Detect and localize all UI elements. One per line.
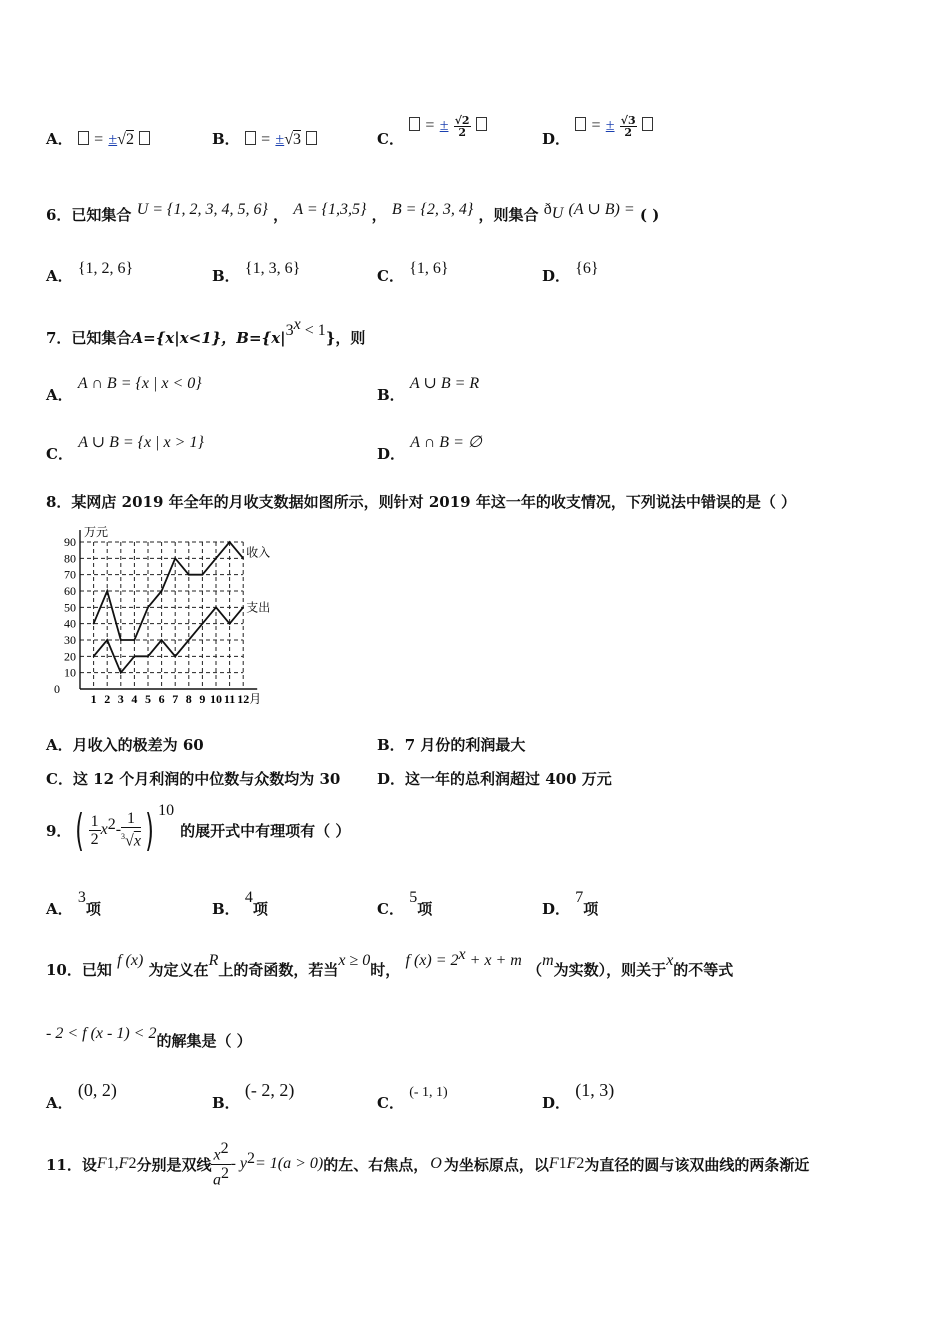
data-point (161, 639, 163, 641)
data-point (174, 558, 176, 560)
data-point (147, 656, 149, 658)
y-tick-label: 10 (64, 665, 76, 680)
data-point (134, 656, 136, 658)
fraction: $\frac{√2}{2}$ (454, 113, 470, 139)
q7-option-d: D． A ∩ B = ∅ (377, 434, 482, 463)
series-label: 收入 (246, 545, 271, 560)
q7-stem: 7．已知集合A={x|x<1}，$B=\{x|3^x < 1\}$，则 (46, 316, 366, 347)
data-point (202, 574, 204, 576)
q6-option-b: B． {1, 3, 6} (212, 260, 301, 285)
data-point (202, 623, 204, 625)
y-tick-label: 20 (64, 649, 76, 664)
fraction: $\frac{1}{^3√x}$ (121, 810, 141, 850)
data-point (161, 590, 163, 592)
data-point (215, 558, 217, 560)
x-tick-label: 3 (117, 692, 124, 704)
q9-option-c: C． 5项 (377, 889, 433, 918)
q10-inequality: - 2 < f (x - 1) < 2的解集是（ ） (46, 1025, 252, 1050)
q10-option-a: A． (0, 2) (46, 1080, 117, 1112)
x-tick-label: 8 (185, 692, 192, 704)
y-tick-label: 50 (64, 600, 76, 615)
q9-option-b: B． 4项 (212, 889, 268, 918)
data-point (229, 541, 231, 543)
data-point (242, 558, 244, 560)
x-tick-label: 6 (158, 692, 165, 704)
y-tick-label: 80 (64, 551, 76, 566)
q5-option-c: C． = ± $\frac{√2}{2}$ (377, 114, 487, 138)
fraction: $\frac{√3}{2}$ (620, 113, 636, 139)
x-tick-label: 2 (104, 692, 111, 704)
data-point (106, 639, 108, 641)
y-tick-label: 30 (64, 633, 76, 647)
data-point (215, 607, 217, 609)
missing-glyph-icon (575, 117, 586, 131)
x-tick-label: 7 (172, 692, 179, 704)
missing-glyph-icon (642, 117, 653, 131)
q6-option-c: C． {1, 6} (377, 260, 449, 285)
q10-option-c: C． (- 1, 1) (377, 1085, 448, 1112)
q7-option-a: A． A ∩ B = {x | x < 0} (46, 375, 202, 404)
x-tick-label: 5 (145, 692, 151, 704)
data-point (93, 656, 95, 658)
y-tick-label: 40 (64, 616, 76, 631)
q8-stem: 8．某网店 2019 年全年的月收支数据如图所示，则针对 2019 年这一年的收支情况，下列说法中错误的是（ ） (46, 493, 797, 511)
y-tick-label: 60 (64, 584, 76, 598)
data-point (174, 656, 176, 658)
data-point (120, 639, 122, 641)
missing-glyph-icon (409, 117, 420, 131)
missing-glyph-icon (476, 117, 487, 131)
x-tick-label: 12 (237, 692, 250, 704)
q10-stem: 10．已知 f (x) 为定义在R上的奇函数，若当x ≥ 0时， f $(x) = 2^x + x + m$ （m为实数），则关于x的不等式 (46, 946, 734, 979)
q5-option-b: B． = ±√3 (212, 128, 317, 149)
q5-option-d: D． = ± $\frac{√3}{2}$ (542, 114, 653, 138)
q9-option-d: D． 7项 (542, 889, 599, 918)
q8-option-a: A．月收入的极差为 60 (46, 736, 204, 754)
q11-stem: 11．设 F 1 , F 2 分别是双线 $\frac{x^2}{a^2}$ - y 2 = 1(a > 0) 的左、右焦点， O 为坐标原点，以 F 1 F 2 为直径的圆与该双曲线的两条渐近 (46, 1140, 810, 1188)
missing-glyph-icon (306, 131, 317, 145)
data-point (106, 590, 108, 592)
data-point (120, 672, 122, 674)
y-tick-label: 0 (54, 682, 60, 696)
data-point (188, 639, 190, 641)
q9-option-a: A． 3项 (46, 889, 101, 918)
q8-option-c: C．这 12 个月利润的中位数与众数均为 30 (46, 770, 341, 788)
q8-option-b: B．7 月份的利润最大 (377, 736, 526, 754)
q10-option-b: B． (- 2, 2) (212, 1080, 295, 1112)
data-point (229, 623, 231, 625)
q6-option-a: A． {1, 2, 6} (46, 260, 134, 285)
x-tick-label: 10 (210, 692, 222, 704)
y-tick-label: 90 (64, 535, 76, 549)
series-label: 支出 (246, 600, 271, 615)
q6-option-d: D． {6} (542, 260, 599, 285)
data-point (93, 623, 95, 625)
q8-option-d: D．这一年的总利润超过 400 万元 (377, 770, 612, 788)
q5-option-a: A． = ±√2 (46, 128, 150, 149)
q7-option-b: B． A ∪ B = R (377, 375, 480, 404)
x-axis-label: 月 (249, 692, 262, 704)
data-point (147, 607, 149, 609)
income-expense-chart (40, 522, 290, 704)
missing-glyph-icon (245, 131, 256, 145)
y-tick-label: 70 (64, 567, 76, 582)
x-tick-label: 4 (131, 692, 138, 704)
data-point (242, 607, 244, 609)
x-tick-label: 11 (223, 692, 236, 704)
y-axis-label: 万元 (84, 525, 109, 539)
x-tick-label: 9 (199, 692, 206, 704)
q10-option-d: D． (1, 3) (542, 1080, 615, 1112)
q7-option-c: C． A ∪ B = {x | x > 1} (46, 434, 204, 463)
q9-stem: 9． ( $\frac{1}{2}$ x 2 - $\frac{1}{^3√x}$ ) 10 的展开式中有理项有（ ） (46, 802, 351, 856)
fraction: $\frac{1}{2}$ (90, 812, 99, 848)
data-point (134, 639, 136, 641)
missing-glyph-icon (139, 131, 150, 145)
data-point (188, 574, 190, 576)
missing-glyph-icon (78, 131, 89, 145)
q6-stem: 6．已知集合 U = {1, 2, 3, 4, 5, 6} ， A = {1,3,5} ， B = {2, 3, 4} ，则集合 $ð_U$ (A ∪ B) = ( ) (46, 201, 660, 224)
x-tick-label: 1 (90, 692, 97, 704)
fraction: $\frac{x^2}{a^2}$ (213, 1140, 229, 1188)
